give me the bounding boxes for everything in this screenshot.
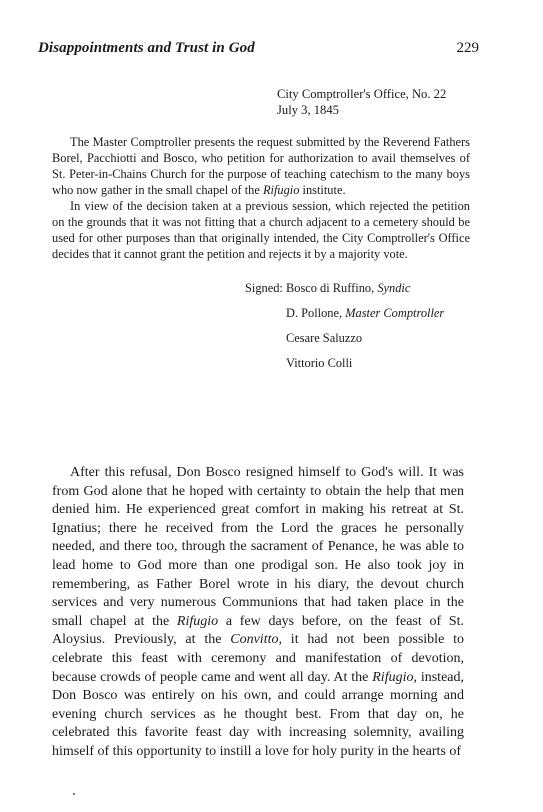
body-text-4: instead, Don Bosco was entirely on his own, and could arrange morning and evening church services as he thought best. From that day on, he celebrated this favorite feast day with increasing solemnity, availing himself of this opportunity to instill a love for holy purity in the hearts of [52, 669, 464, 759]
body-text-1: After this refusal, Don Bosco resigned himself to God's will. It was from God alone that he hoped with certainty to obtain the help that men denied him. He experienced great comfort in making his retreat at St. Ignatius; there he received from the Lord the graces he personally needed, and there too, through the sacrament of Penance, he was able to lead home to God more than one prodigal son. He also took joy in remembering, as Father Borel wrote in his diary, the devout church services and very numerous Communions that had taken place in the small chapel at the [52, 465, 464, 629]
main-text [52, 464, 464, 762]
body-italic-rifugio-1: Rifugio [176, 613, 219, 629]
stray-ink-mark [73, 793, 75, 795]
letter-paragraph-1-text: The Master Comptroller presents the request submitted by the Reverend Fathers Borel, Pacchiotti and Bosco, who petition for authorization to avail themselves of St. Peter-in-Chains Church for the purpose of teaching catechism to the many boys who now gather in the small chapel of the [52, 135, 470, 197]
quoted-document [52, 86, 470, 371]
letter-paragraph-1-end: institute. [299, 183, 346, 197]
signer-4-name: Vittorio Colli [286, 356, 353, 370]
signer-1-name: Bosco di Ruffino, [285, 281, 375, 295]
signer-3-name: Cesare Saluzzo [286, 331, 363, 345]
letter-paragraph-1 [52, 134, 470, 198]
signer-2-title: Master Comptroller [345, 306, 445, 320]
body-italic-convitto: Convitto, [230, 632, 282, 648]
signature-row-1 [245, 280, 470, 296]
signer-2-name: D. Pollone, [286, 306, 343, 320]
letter-paragraph-2: In view of the decision taken at a previous session, which rejected the petition on the grounds that it was not fitting that a church adjacent to a cemetery should be used for other purposes than that originally intended, the City Comptroller's Office decides that it cannot grant the petition and rejects it by a majority vote. [52, 199, 470, 261]
office-line: City Comptroller's Office, No. 22 [277, 87, 447, 101]
running-title: Disappointments and Trust in God [38, 40, 255, 56]
page-number: 229 [456, 40, 479, 56]
signed-label: Signed: [245, 281, 283, 295]
body-italic-rifugio-2: Rifugio, [372, 669, 417, 685]
rifugio-italic: Rifugio [262, 183, 300, 197]
document-header [277, 86, 470, 118]
body-text-2: a few days before, on the feast of St. Aloysius. Previously, at the [52, 613, 464, 648]
body-paragraph [52, 464, 464, 762]
signature-row-2 [286, 305, 470, 321]
signer-1-title: Syndic [377, 281, 411, 295]
signature-block [52, 280, 470, 371]
running-head [38, 40, 479, 60]
date-line: July 3, 1845 [277, 103, 339, 117]
body-text-3: it had not been possible to celebrate this feast with ceremony and manifestation of devotion, because crowds of people came and went all day. At the [52, 632, 464, 685]
